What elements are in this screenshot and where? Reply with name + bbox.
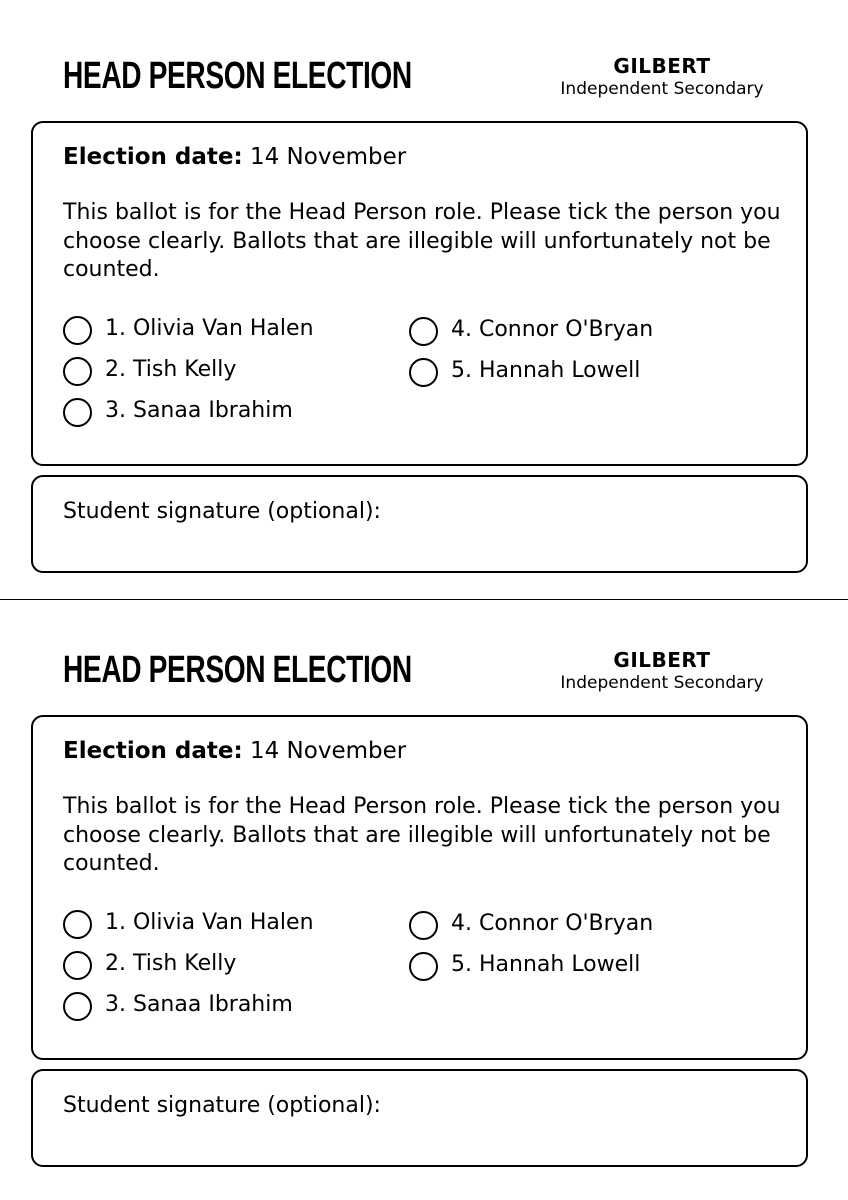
election-date-value: 14 November bbox=[249, 738, 407, 764]
checkbox-circle-icon[interactable] bbox=[409, 911, 438, 940]
checkbox-circle-icon[interactable] bbox=[63, 910, 92, 939]
candidate-label: 1. Olivia Van Halen bbox=[105, 316, 314, 341]
signature-label: Student signature (optional): bbox=[63, 1093, 381, 1118]
election-date-label: Election date: bbox=[63, 738, 243, 764]
candidate-label: 5. Hannah Lowell bbox=[451, 952, 641, 977]
candidate-label: 2. Tish Kelly bbox=[105, 951, 237, 976]
checkbox-circle-icon[interactable] bbox=[409, 952, 438, 981]
checkbox-circle-icon[interactable] bbox=[63, 357, 92, 386]
school-subtitle: Independent Secondary bbox=[560, 673, 764, 693]
election-date-label: Election date: bbox=[63, 144, 243, 170]
ballot-title: HEAD PERSON ELECTION bbox=[63, 649, 412, 691]
checkbox-circle-icon[interactable] bbox=[409, 358, 438, 387]
candidate-label: 5. Hannah Lowell bbox=[451, 358, 641, 383]
ballot-instructions: This ballot is for the Head Person role. Please tick the person you choose clearly. Ballots that are illegible will unfortunately not be counted. bbox=[63, 794, 781, 876]
signature-box[interactable] bbox=[31, 1069, 808, 1167]
checkbox-circle-icon[interactable] bbox=[409, 317, 438, 346]
checkbox-circle-icon[interactable] bbox=[63, 398, 92, 427]
school-subtitle: Independent Secondary bbox=[560, 79, 764, 99]
candidate-label: 1. Olivia Van Halen bbox=[105, 910, 314, 935]
checkbox-circle-icon[interactable] bbox=[63, 951, 92, 980]
election-date-value: 14 November bbox=[249, 144, 407, 170]
school-name: GILBERT bbox=[613, 54, 711, 78]
signature-label: Student signature (optional): bbox=[63, 499, 381, 524]
election-date bbox=[63, 143, 406, 171]
candidate-label: 3. Sanaa Ibrahim bbox=[105, 398, 293, 423]
candidate-label: 3. Sanaa Ibrahim bbox=[105, 992, 293, 1017]
ballot-bottom bbox=[0, 594, 848, 1194]
school-name: GILBERT bbox=[613, 648, 711, 672]
candidate-label: 2. Tish Kelly bbox=[105, 357, 237, 382]
signature-box[interactable] bbox=[31, 475, 808, 573]
checkbox-circle-icon[interactable] bbox=[63, 316, 92, 345]
school-block bbox=[540, 648, 784, 694]
ballot-instructions: This ballot is for the Head Person role. Please tick the person you choose clearly. Ballots that are illegible will unfortunately not be counted. bbox=[63, 200, 781, 282]
ballot-main-box bbox=[31, 715, 808, 1060]
checkbox-circle-icon[interactable] bbox=[63, 992, 92, 1021]
school-block bbox=[540, 54, 784, 100]
ballot-title: HEAD PERSON ELECTION bbox=[63, 55, 412, 97]
ballot-main-box bbox=[31, 121, 808, 466]
candidate-label: 4. Connor O'Bryan bbox=[451, 911, 654, 936]
candidate-label: 4. Connor O'Bryan bbox=[451, 317, 654, 342]
election-date bbox=[63, 737, 406, 765]
